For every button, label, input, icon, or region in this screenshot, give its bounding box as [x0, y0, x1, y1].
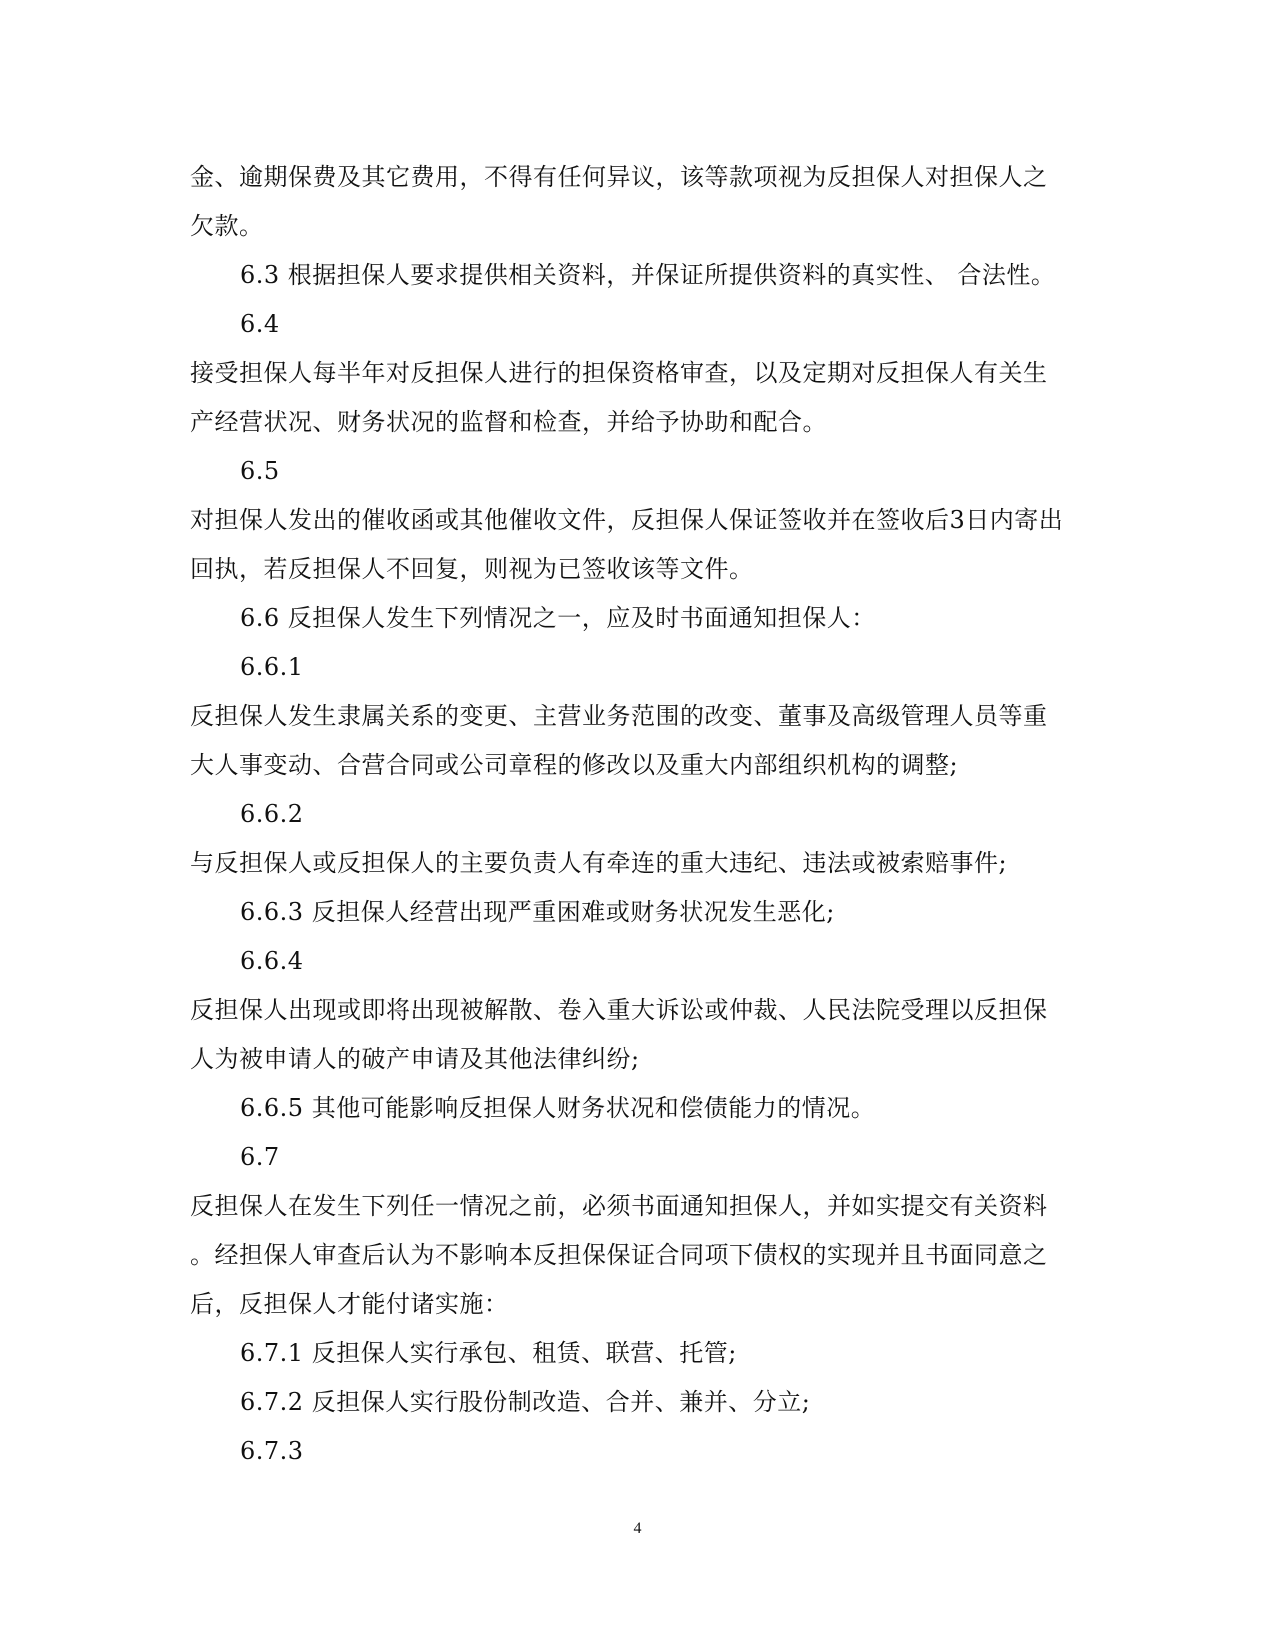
- text-line: 6.7.2 反担保人实行股份制改造、合并、兼并、分立;: [240, 1388, 811, 1416]
- text-line: 。经担保人审查后认为不影响本反担保保证合同项下债权的实现并且书面同意之: [190, 1241, 1048, 1269]
- text-line: 6.6.4: [240, 947, 304, 975]
- text-line: 6.6 反担保人发生下列情况之一，应及时书面通知担保人：: [240, 604, 876, 632]
- text-line: 6.6.3 反担保人经营出现严重困难或财务状况发生恶化;: [240, 898, 835, 926]
- text-line: 与反担保人或反担保人的主要负责人有牵连的重大违纪、违法或被索赔事件;: [190, 849, 1008, 877]
- text-line: 6.6.1: [240, 653, 304, 681]
- text-line: 回执，若反担保人不回复，则视为已签收该等文件。: [190, 555, 754, 583]
- text-line: 6.3 根据担保人要求提供相关资料，并保证所提供资料的真实性、 合法性。: [240, 261, 1056, 289]
- text-line: 反担保人出现或即将出现被解散、卷入重大诉讼或仲裁、人民法院受理以反担保: [190, 996, 1048, 1024]
- text-line: 后，反担保人才能付诸实施：: [190, 1290, 509, 1318]
- text-line: 6.6.5 其他可能影响反担保人财务状况和偿债能力的情况。: [240, 1094, 876, 1122]
- text-line: 6.7: [240, 1143, 280, 1171]
- text-line: 金、逾期保费及其它费用，不得有任何异议，该等款项视为反担保人对担保人之: [190, 163, 1048, 191]
- text-line: 反担保人在发生下列任一情况之前，必须书面通知担保人，并如实提交有关资料: [190, 1192, 1048, 1220]
- text-line: 接受担保人每半年对反担保人进行的担保资格审查，以及定期对反担保人有关生: [190, 359, 1048, 387]
- text-line: 反担保人发生隶属关系的变更、主营业务范围的改变、董事及高级管理人员等重: [190, 702, 1048, 730]
- text-line: 6.4: [240, 310, 280, 338]
- document-body: [190, 153, 1080, 1476]
- text-line: 6.6.2: [240, 800, 304, 828]
- text-line: 6.5: [240, 457, 280, 485]
- text-line: 6.7.3: [240, 1437, 304, 1465]
- text-line: 产经营状况、财务状况的监督和检查，并给予协助和配合。: [190, 408, 827, 436]
- page-number: 4: [633, 1520, 642, 1537]
- text-line: 6.7.1 反担保人实行承包、租赁、联营、托管;: [240, 1339, 737, 1367]
- text-line: 欠款。: [190, 212, 264, 240]
- text-line: 人为被申请人的破产申请及其他法律纠纷;: [190, 1045, 640, 1073]
- text-line: 对担保人发出的催收函或其他催收文件，反担保人保证签收并在签收后3日内寄出: [190, 506, 1064, 534]
- text-line: 大人事变动、合营合同或公司章程的修改以及重大内部组织机构的调整;: [190, 751, 959, 779]
